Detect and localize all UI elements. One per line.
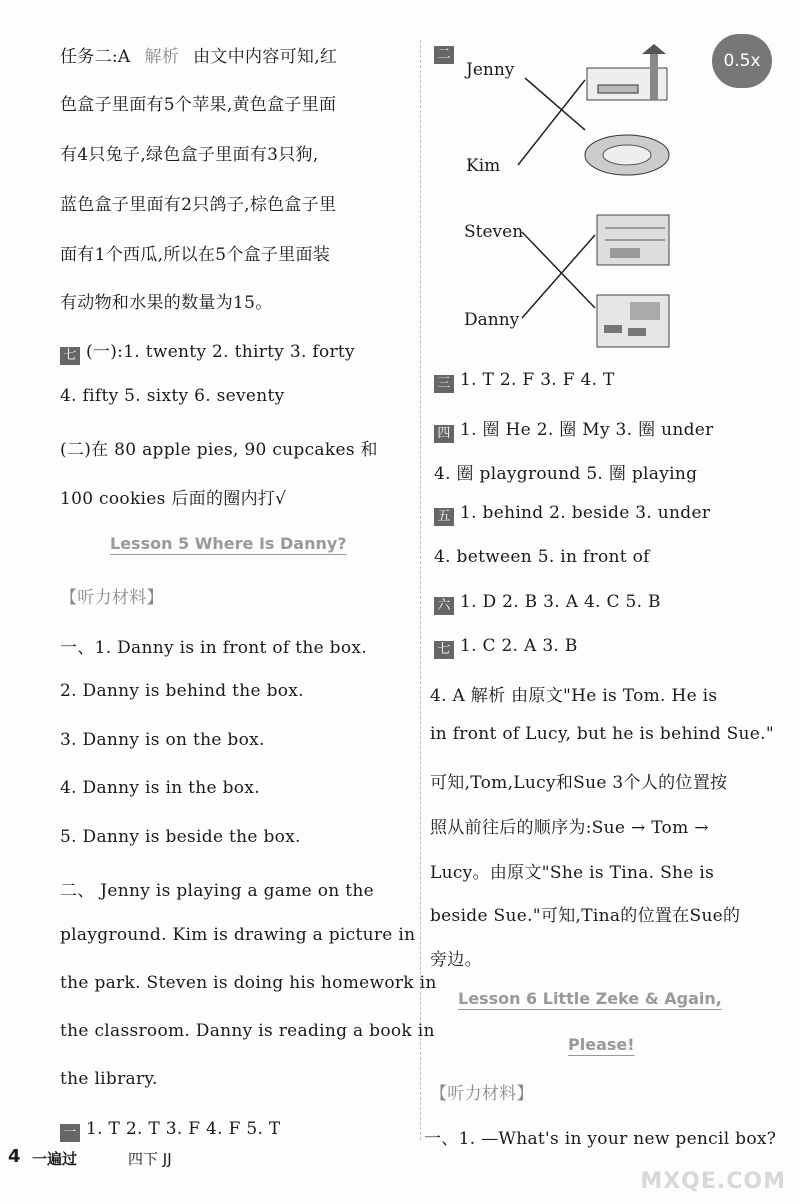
passage-line3: the park. Steven is doing his homework in — [60, 973, 437, 993]
brand-logo: 一遍过 — [32, 1150, 78, 1168]
section-mark: 七 — [60, 347, 80, 365]
answers-q4a: 四 1. 圈 He 2. 圈 My 3. 圈 under — [434, 415, 714, 443]
answers-q3: 三 1. T 2. F 3. F 4. T — [434, 370, 615, 393]
task2-line3: 有4只兔子,绿色盒子里面有3只狗, — [60, 145, 319, 165]
lesson5-title: Lesson 5 Where Is Danny? — [110, 534, 347, 553]
listening-3: 3. Danny is on the box. — [60, 730, 265, 750]
listening-5: 5. Danny is beside the box. — [60, 827, 301, 847]
explain-line3: 可知,Tom,Lucy和Sue 3个人的位置按 — [430, 773, 728, 793]
listening-material-label: 【听力材料】 — [60, 588, 164, 608]
playback-speed-button[interactable]: 0.5x — [712, 34, 772, 88]
park-picture — [587, 44, 667, 100]
name-steven: Steven — [464, 222, 524, 242]
lesson6-title: Lesson 6 Little Zeke & Again, — [458, 989, 722, 1008]
listening-material-label: 【听力材料】 — [430, 1084, 534, 1104]
section-mark: 三 — [434, 375, 454, 393]
section-mark: 五 — [434, 508, 454, 526]
listening-2: 2. Danny is behind the box. — [60, 681, 304, 701]
watermark: MXQE.COM — [640, 1169, 786, 1194]
answers-q6: 六 1. D 2. B 3. A 4. C 5. B — [434, 592, 661, 615]
explain-line2: in front of Lucy, but he is behind Sue." — [430, 724, 774, 744]
q7-part1: 七 (一):1. twenty 2. thirty 3. forty — [60, 337, 355, 365]
explain-line4: 照从前往后的顺序为:Sue → Tom → — [430, 818, 709, 838]
match-line — [522, 232, 595, 308]
task2-line5: 面有1个西瓜,所以在5个盒子里面装 — [60, 245, 331, 265]
section-mark: 六 — [434, 597, 454, 615]
listening-1: 一、1. —What's in your new pencil box? — [424, 1129, 777, 1149]
match-line — [518, 80, 585, 165]
name-kim: Kim — [466, 156, 501, 176]
listening-1: 一、1. Danny is in front of the box. — [60, 638, 367, 658]
task2-line4: 蓝色盒子里面有2只鸽子,棕色盒子里 — [60, 195, 337, 215]
explain-line7: 旁边。 — [430, 950, 482, 970]
answers-q5a: 五 1. behind 2. beside 3. under — [434, 503, 710, 526]
lesson6-title-2: Please! — [568, 1035, 635, 1054]
q7-part3: (二)在 80 apple pies, 90 cupcakes 和 — [60, 440, 378, 460]
q7-part4: 100 cookies 后面的圈内打√ — [60, 489, 287, 509]
explain-line1: 4. A 解析 由原文"He is Tom. He is — [430, 686, 718, 706]
section-mark: 二 — [434, 46, 454, 64]
matching-diagram — [430, 40, 690, 350]
answers-q5b: 4. between 5. in front of — [434, 547, 650, 567]
name-danny: Danny — [464, 310, 520, 330]
section-mark: 七 — [434, 641, 454, 659]
match-line — [525, 78, 585, 130]
answers-lesson5: 一 1. T 2. T 3. F 4. F 5. T — [60, 1119, 281, 1142]
task2-line6: 有动物和水果的数量为15。 — [60, 293, 273, 313]
task2-line2: 色盒子里面有5个苹果,黄色盒子里面 — [60, 95, 337, 115]
playground-picture — [585, 135, 669, 175]
section-mark: 四 — [434, 425, 454, 443]
passage-line2: playground. Kim is drawing a picture in — [60, 925, 416, 945]
task2-line1: 任务二:A 解析 由文中内容可知,红 — [60, 47, 338, 67]
section-mark: 一 — [60, 1124, 80, 1142]
match-line — [522, 235, 595, 318]
library-picture — [597, 215, 669, 265]
grade-label: 四下 JJ — [128, 1150, 172, 1168]
passage-line5: the library. — [60, 1069, 158, 1089]
answers-q4b: 4. 圈 playground 5. 圈 playing — [434, 464, 698, 484]
listening-4: 4. Danny is in the box. — [60, 778, 260, 798]
passage-line4: the classroom. Danny is reading a book in — [60, 1021, 435, 1041]
explain-line5: Lucy。由原文"She is Tina. She is — [430, 863, 715, 883]
q7-part2: 4. fifty 5. sixty 6. seventy — [60, 386, 285, 406]
explain-line6: beside Sue."可知,Tina的位置在Sue的 — [430, 906, 741, 926]
name-jenny: Jenny — [466, 60, 515, 80]
answers-q7: 七 1. C 2. A 3. B — [434, 636, 578, 659]
passage-line1: 二、 Jenny is playing a game on the — [60, 881, 374, 901]
classroom-picture — [597, 295, 669, 347]
page-number: 4 — [8, 1146, 21, 1167]
